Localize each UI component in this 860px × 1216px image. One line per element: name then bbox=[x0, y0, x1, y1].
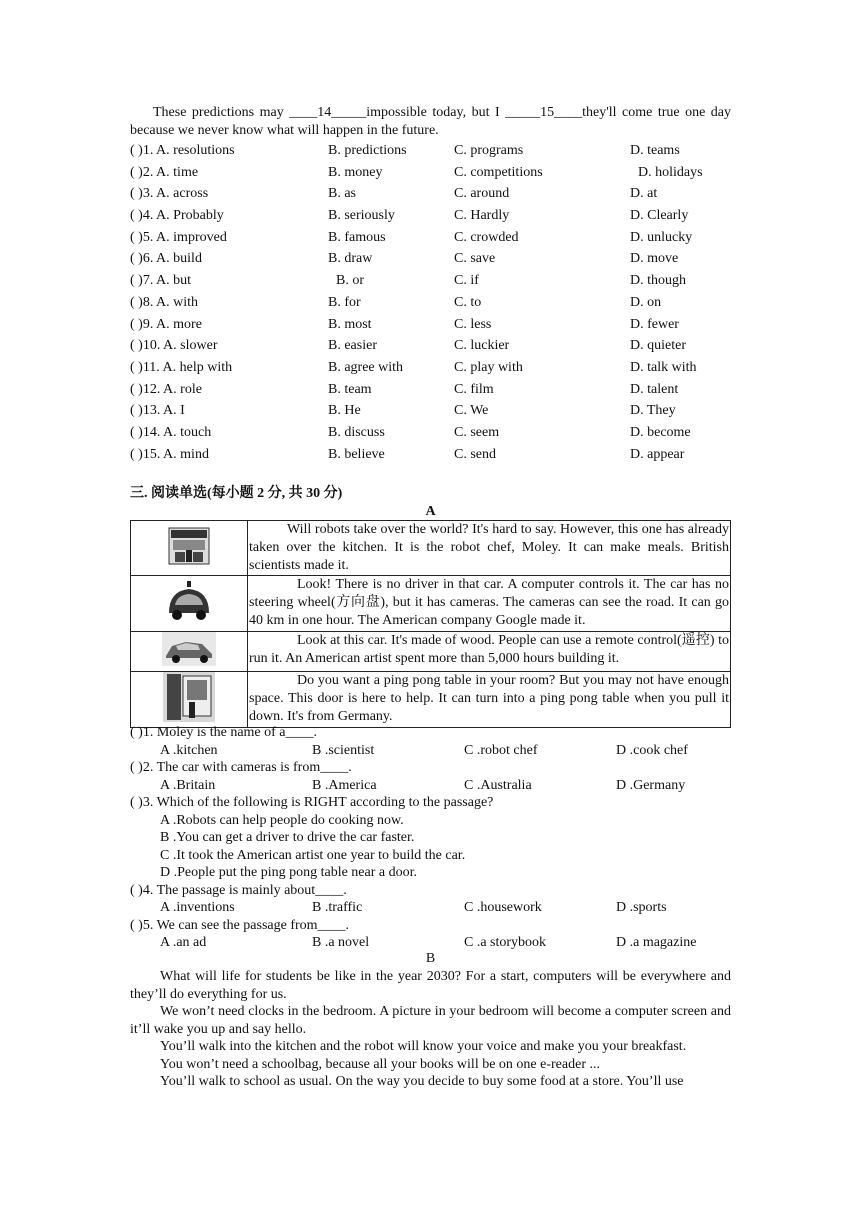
question-number-option-a: ( )7. A. but bbox=[130, 273, 192, 289]
ping-pong-door-icon bbox=[163, 672, 215, 722]
answer-option: B .America bbox=[312, 777, 377, 793]
option-c: C. save bbox=[454, 251, 496, 267]
answer-option: D .sports bbox=[616, 900, 667, 915]
option-row bbox=[130, 934, 731, 952]
cloze-question-row bbox=[130, 357, 731, 379]
option-b: B. seriously bbox=[328, 208, 395, 224]
blank-14: ____14_____ bbox=[289, 105, 367, 120]
table-row bbox=[131, 632, 731, 672]
answer-option: D .Germany bbox=[616, 777, 686, 793]
answer-option: C .robot chef bbox=[464, 742, 538, 758]
question-number-option-a: ( )8. A. with bbox=[130, 294, 199, 310]
passage-b-label: B bbox=[425, 951, 436, 966]
cloze-question-row bbox=[130, 379, 731, 401]
option-c: C. crowded bbox=[454, 229, 519, 245]
row-text: Look at this car. It's made of wood. People can use a remote control(遥控) to run it. An American artist spent more than 5,000 hours building it. bbox=[249, 633, 729, 666]
wooden-car-text bbox=[248, 632, 731, 672]
option-c: C. luckier bbox=[454, 338, 510, 354]
option-d: D. talent bbox=[630, 381, 679, 397]
option-row bbox=[130, 777, 731, 795]
option-b: B. money bbox=[328, 164, 383, 180]
row-text: Do you want a ping pong table in your room? But you may not have enough space. This door is here to help. It can turn into a ping pong table when you pull it down. It's from Germany. bbox=[249, 673, 729, 724]
option-d: D. move bbox=[630, 251, 679, 267]
cloze-question-row bbox=[130, 422, 731, 444]
passage-a-label: A bbox=[425, 504, 436, 519]
option-d: D. Clearly bbox=[630, 208, 689, 224]
option-d: D. quieter bbox=[630, 338, 686, 354]
robot-chef-cell bbox=[131, 521, 248, 576]
option-c: C. seem bbox=[454, 424, 500, 440]
option-d: D. fewer bbox=[630, 316, 679, 332]
question-number-option-a: ( )9. A. more bbox=[130, 316, 202, 332]
question-number-option-a: ( )13. A. I bbox=[130, 403, 185, 419]
passage-paragraph: You’ll walk into the kitchen and the robot will know your voice and make you your breakfast. bbox=[160, 1039, 687, 1054]
answer-option: B .traffic bbox=[312, 900, 363, 915]
option-b: B. most bbox=[328, 316, 372, 332]
option-b: B. discuss bbox=[328, 424, 385, 440]
option-b: B. as bbox=[328, 186, 356, 202]
question-stem: ( )3. Which of the following is RIGHT according to the passage? bbox=[130, 795, 494, 810]
table-row bbox=[131, 672, 731, 728]
option-b: B. He bbox=[328, 403, 361, 419]
question-number-option-a: ( )1. A. resolutions bbox=[130, 143, 235, 158]
cloze-question-row bbox=[130, 140, 731, 162]
passage-paragraph: You’ll walk to school as usual. On the way you decide to buy some food at a store. You’ll use bbox=[160, 1074, 684, 1089]
option-b: B. draw bbox=[328, 251, 373, 267]
option-c: C. send bbox=[454, 446, 496, 462]
cloze-question-row bbox=[130, 292, 731, 314]
cloze-question-row bbox=[130, 444, 731, 466]
cloze-question-row bbox=[130, 270, 731, 292]
answer-option: B .scientist bbox=[312, 742, 375, 758]
answer-option: D .People put the ping pong table near a door. bbox=[160, 865, 417, 880]
row-text: Will robots take over the world? It's hard to say. However, this one has already taken over the kitchen. It is the robot chef, Moley. It can make meals. British scientists made it. bbox=[249, 522, 729, 573]
cloze-question-row bbox=[130, 248, 731, 270]
option-row bbox=[130, 742, 731, 760]
option-b: B. predictions bbox=[328, 143, 407, 158]
answer-option: D .cook chef bbox=[616, 742, 688, 758]
option-d: D. at bbox=[630, 186, 658, 202]
option-c: C. if bbox=[454, 273, 479, 289]
ping-pong-door-cell bbox=[131, 672, 248, 728]
option-c: C. less bbox=[454, 316, 492, 332]
question-number-option-a: ( )15. A. mind bbox=[130, 446, 209, 462]
question-number-option-a: ( )5. A. improved bbox=[130, 229, 227, 245]
question-number-option-a: ( )10. A. slower bbox=[130, 338, 218, 354]
option-b: B. believe bbox=[328, 446, 385, 462]
cloze-question-row bbox=[130, 400, 731, 422]
option-d: D. become bbox=[630, 424, 691, 440]
option-d: D. talk with bbox=[630, 359, 697, 375]
passage-b-text bbox=[130, 968, 731, 1091]
cloze-question-row bbox=[130, 162, 731, 184]
option-d: D. on bbox=[630, 294, 662, 310]
option-b: B. or bbox=[336, 273, 364, 289]
question-stem: ( )1. Moley is the name of a____. bbox=[130, 725, 318, 740]
option-d: D. holidays bbox=[638, 164, 703, 180]
option-row bbox=[130, 899, 731, 917]
cloze-question-row bbox=[130, 314, 731, 336]
cloze-question-row bbox=[130, 183, 731, 205]
row-text: Look! There is no driver in that car. A computer controls it. The car has no steering wheel(方向盘), but it has cameras. The cameras can see the road. It can go 40 km in one hour. The American company Google made it. bbox=[249, 577, 729, 628]
question-stem: ( )2. The car with cameras is from____. bbox=[130, 760, 352, 775]
answer-option: C .a storybook bbox=[464, 935, 547, 950]
option-c: C. to bbox=[454, 294, 482, 310]
option-c: C. play with bbox=[454, 359, 523, 375]
intro-text-3: they'll come true one day because we never know what will happen in the future. bbox=[130, 105, 731, 138]
passage-a-questions bbox=[130, 724, 731, 952]
answer-option: A .Robots can help people do cooking now. bbox=[160, 812, 404, 828]
question-number-option-a: ( )4. A. Probably bbox=[130, 208, 224, 224]
inventions-table bbox=[130, 520, 731, 728]
answer-option: D .a magazine bbox=[616, 935, 697, 950]
robot-chef-icon bbox=[167, 524, 211, 568]
table-row bbox=[131, 521, 731, 576]
intro-text-1: These predictions may bbox=[153, 105, 290, 120]
ping-pong-door-text bbox=[248, 672, 731, 728]
option-b: B. for bbox=[328, 294, 361, 310]
answer-option: C .It took the American artist one year to build the car. bbox=[160, 847, 466, 863]
question-stem: ( )5. We can see the passage from____. bbox=[130, 917, 350, 933]
question-stem: ( )4. The passage is mainly about____. bbox=[130, 882, 347, 898]
option-c: C. Hardly bbox=[454, 208, 510, 224]
option-c: C. film bbox=[454, 381, 494, 397]
passage-paragraph: What will life for students be like in the year 2030? For a start, computers will be everywhere and they’ll do everything for us. bbox=[130, 969, 731, 1002]
cloze-intro-paragraph bbox=[130, 104, 731, 139]
table-row bbox=[131, 576, 731, 632]
blank-15: _____15____ bbox=[505, 105, 583, 120]
question-number-option-a: ( )2. A. time bbox=[130, 164, 199, 180]
wooden-car-icon bbox=[162, 632, 216, 666]
answer-option: C .housework bbox=[464, 900, 542, 915]
driverless-car-text bbox=[248, 576, 731, 632]
answer-option: B .a novel bbox=[312, 935, 370, 950]
answer-option: A .inventions bbox=[160, 900, 235, 915]
driverless-car-icon bbox=[163, 579, 215, 623]
option-c: C. around bbox=[454, 186, 510, 202]
answer-option: B .You can get a driver to drive the car faster. bbox=[160, 830, 415, 845]
question-number-option-a: ( )11. A. help with bbox=[130, 359, 233, 375]
option-d: D. unlucky bbox=[630, 229, 693, 245]
answer-option: C .Australia bbox=[464, 777, 532, 793]
driverless-car-cell bbox=[131, 576, 248, 632]
option-c: C. We bbox=[454, 403, 489, 419]
option-d: D. teams bbox=[630, 143, 680, 158]
answer-option: A .an ad bbox=[160, 935, 207, 950]
passage-paragraph: You won’t need a schoolbag, because all your books will be on one e-reader ... bbox=[160, 1056, 600, 1072]
cloze-question-row bbox=[130, 335, 731, 357]
option-d: D. appear bbox=[630, 446, 685, 462]
intro-text-2: impossible today, but I bbox=[366, 105, 506, 120]
cloze-options-list bbox=[130, 140, 731, 465]
answer-option: A .kitchen bbox=[160, 742, 218, 758]
wooden-car-cell bbox=[131, 632, 248, 672]
question-number-option-a: ( )12. A. role bbox=[130, 381, 202, 397]
passage-paragraph: We won’t need clocks in the bedroom. A picture in your bedroom will become a computer screen and it’ll wake you up and say hello. bbox=[130, 1004, 731, 1037]
option-b: B. easier bbox=[328, 338, 377, 354]
cloze-question-row bbox=[130, 227, 731, 249]
option-d: D. They bbox=[630, 403, 676, 419]
option-c: C. programs bbox=[454, 143, 524, 158]
option-b: B. agree with bbox=[328, 359, 404, 375]
cloze-question-row bbox=[130, 205, 731, 227]
answer-option: A .Britain bbox=[160, 777, 216, 793]
question-number-option-a: ( )3. A. across bbox=[130, 186, 209, 202]
question-number-option-a: ( )14. A. touch bbox=[130, 424, 212, 440]
robot-chef-text bbox=[248, 521, 731, 576]
section-heading: 三. 阅读单选(每小题 2 分, 共 30 分) bbox=[130, 486, 343, 501]
option-b: B. famous bbox=[328, 229, 386, 245]
option-b: B. team bbox=[328, 381, 372, 397]
question-number-option-a: ( )6. A. build bbox=[130, 251, 202, 267]
option-c: C. competitions bbox=[454, 164, 543, 180]
option-d: D. though bbox=[630, 273, 686, 289]
